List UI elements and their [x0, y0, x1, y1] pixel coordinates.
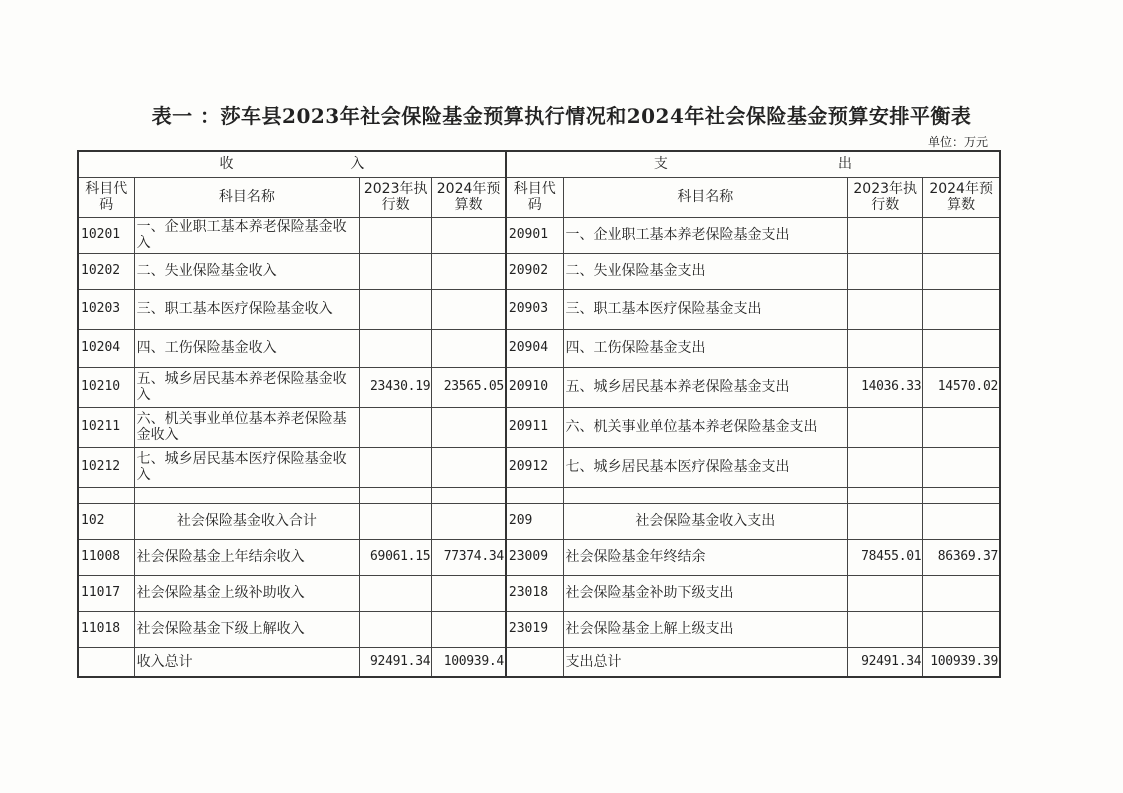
expense-subtotal-name: 社会保险基金收入支出	[563, 503, 848, 539]
col-header-2023: 2023年执行数	[360, 177, 432, 217]
income-subtotal-2024	[432, 503, 506, 539]
income-code-cell: 11008	[78, 539, 134, 575]
income-2024-cell	[432, 329, 506, 367]
expense-code-cell: 20902	[506, 253, 563, 289]
col-header-2024: 2024年预算数	[923, 177, 1000, 217]
table-row	[78, 289, 1000, 329]
expense-2023-cell: 14036.33	[848, 367, 923, 407]
expense-code-cell: 23009	[506, 539, 563, 575]
income-name-cell: 社会保险基金下级上解收入	[134, 611, 359, 647]
expense-name-cell: 社会保险基金上解上级支出	[563, 611, 848, 647]
income-2024-cell: 23565.05	[432, 367, 506, 407]
income-header	[78, 151, 506, 177]
expense-2024-cell: 86369.37	[923, 539, 1000, 575]
expense-2023-cell	[848, 217, 923, 253]
expense-2024-cell	[923, 611, 1000, 647]
income-2023-cell: 69061.15	[360, 539, 432, 575]
expense-2023-cell	[848, 575, 923, 611]
blank-cell	[432, 487, 506, 503]
expense-total-name: 支出总计	[563, 647, 848, 677]
col-header-name: 科目名称	[563, 177, 848, 217]
income-name-cell: 三、职工基本医疗保险基金收入	[134, 289, 359, 329]
col-header-code: 科目代码	[506, 177, 563, 217]
expense-name-cell: 四、工伤保险基金支出	[563, 329, 848, 367]
blank-cell	[360, 487, 432, 503]
unit-label: 单位：万元	[928, 135, 989, 149]
income-header-char-1: 收	[219, 156, 234, 173]
expense-name-cell: 二、失业保险基金支出	[563, 253, 848, 289]
expense-header-char-1: 支	[653, 156, 668, 173]
income-subtotal-2023	[360, 503, 432, 539]
expense-name-cell: 七、城乡居民基本医疗保险基金支出	[563, 447, 848, 487]
income-total-name: 收入总计	[134, 647, 359, 677]
table-row	[78, 539, 1000, 575]
table-row	[78, 611, 1000, 647]
expense-2023-cell	[848, 253, 923, 289]
income-code-cell: 10210	[78, 367, 134, 407]
income-code-cell: 10202	[78, 253, 134, 289]
expense-name-cell: 三、职工基本医疗保险基金支出	[563, 289, 848, 329]
income-name-cell: 六、机关事业单位基本养老保险基金收入	[134, 407, 359, 447]
income-name-cell: 一、企业职工基本养老保险基金收入	[134, 217, 359, 253]
expense-header-char-2: 出	[837, 156, 852, 173]
column-header-row	[78, 177, 1000, 217]
page-title: 表一 ：莎车县2023年社会保险基金预算执行情况和2024年社会保险基金预算安排平衡表	[151, 104, 972, 128]
income-2023-cell	[360, 447, 432, 487]
income-total-code	[78, 647, 134, 677]
total-row	[78, 647, 1000, 677]
expense-header	[506, 151, 1000, 177]
expense-subtotal-code: 209	[506, 503, 563, 539]
income-2023-cell	[360, 407, 432, 447]
table-row	[78, 329, 1000, 367]
expense-2023-cell	[848, 329, 923, 367]
blank-cell	[506, 487, 563, 503]
income-2024-cell: 77374.34	[432, 539, 506, 575]
expense-name-cell: 一、企业职工基本养老保险基金支出	[563, 217, 848, 253]
expense-2023-cell	[848, 407, 923, 447]
col-header-code: 科目代码	[78, 177, 134, 217]
income-total-2024: 100939.4	[432, 647, 506, 677]
expense-2024-cell	[923, 289, 1000, 329]
expense-2023-cell	[848, 611, 923, 647]
expense-name-cell: 社会保险基金补助下级支出	[563, 575, 848, 611]
income-2023-cell	[360, 253, 432, 289]
income-code-cell: 11017	[78, 575, 134, 611]
expense-code-cell: 23018	[506, 575, 563, 611]
income-2024-cell	[432, 289, 506, 329]
income-2024-cell	[432, 253, 506, 289]
income-2024-cell	[432, 217, 506, 253]
income-2023-cell	[360, 289, 432, 329]
expense-2024-cell: 14570.02	[923, 367, 1000, 407]
blank-cell	[134, 487, 359, 503]
section-header-row	[78, 151, 1000, 177]
table-row	[78, 575, 1000, 611]
expense-2023-cell: 78455.01	[848, 539, 923, 575]
expense-code-cell: 20904	[506, 329, 563, 367]
blank-cell	[563, 487, 848, 503]
income-2023-cell	[360, 611, 432, 647]
expense-code-cell: 20911	[506, 407, 563, 447]
expense-code-cell: 23019	[506, 611, 563, 647]
income-name-cell: 五、城乡居民基本养老保险基金收入	[134, 367, 359, 407]
blank-cell	[78, 487, 134, 503]
table-row	[78, 217, 1000, 253]
table-row	[78, 253, 1000, 289]
expense-total-2023: 92491.34	[848, 647, 923, 677]
income-header-char-2: 入	[350, 156, 365, 173]
table-row	[78, 447, 1000, 487]
table-row	[78, 407, 1000, 447]
expense-2023-cell	[848, 447, 923, 487]
expense-code-cell: 20901	[506, 217, 563, 253]
expense-total-2024: 100939.39	[923, 647, 1000, 677]
income-name-cell: 社会保险基金上级补助收入	[134, 575, 359, 611]
expense-2024-cell	[923, 447, 1000, 487]
income-2023-cell: 23430.19	[360, 367, 432, 407]
income-2024-cell	[432, 611, 506, 647]
income-code-cell: 11018	[78, 611, 134, 647]
expense-name-cell: 五、城乡居民基本养老保险基金支出	[563, 367, 848, 407]
expense-name-cell: 社会保险基金年终结余	[563, 539, 848, 575]
income-code-cell: 10204	[78, 329, 134, 367]
income-code-cell: 10201	[78, 217, 134, 253]
income-code-cell: 10211	[78, 407, 134, 447]
expense-code-cell: 20910	[506, 367, 563, 407]
expense-2024-cell	[923, 329, 1000, 367]
expense-subtotal-2024	[923, 503, 1000, 539]
income-code-cell: 10203	[78, 289, 134, 329]
income-2023-cell	[360, 329, 432, 367]
col-header-2023: 2023年执行数	[848, 177, 923, 217]
expense-2023-cell	[848, 289, 923, 329]
table-row	[78, 367, 1000, 407]
expense-subtotal-2023	[848, 503, 923, 539]
income-subtotal-code: 102	[78, 503, 134, 539]
expense-code-cell: 20912	[506, 447, 563, 487]
income-subtotal-name: 社会保险基金收入合计	[134, 503, 359, 539]
expense-code-cell: 20903	[506, 289, 563, 329]
income-2024-cell	[432, 575, 506, 611]
expense-name-cell: 六、机关事业单位基本养老保险基金支出	[563, 407, 848, 447]
expense-2024-cell	[923, 407, 1000, 447]
income-name-cell: 四、工伤保险基金收入	[134, 329, 359, 367]
col-header-name: 科目名称	[134, 177, 359, 217]
income-name-cell: 社会保险基金上年结余收入	[134, 539, 359, 575]
income-2023-cell	[360, 575, 432, 611]
col-header-2024: 2024年预算数	[432, 177, 506, 217]
expense-2024-cell	[923, 575, 1000, 611]
income-name-cell: 二、失业保险基金收入	[134, 253, 359, 289]
income-total-2023: 92491.34	[360, 647, 432, 677]
blank-row	[78, 487, 1000, 503]
expense-total-code	[506, 647, 563, 677]
blank-cell	[923, 487, 1000, 503]
expense-2024-cell	[923, 217, 1000, 253]
income-2024-cell	[432, 447, 506, 487]
expense-2024-cell	[923, 253, 1000, 289]
income-2024-cell	[432, 407, 506, 447]
balance-table	[77, 150, 1001, 678]
blank-cell	[848, 487, 923, 503]
income-name-cell: 七、城乡居民基本医疗保险基金收入	[134, 447, 359, 487]
subtotal-row	[78, 503, 1000, 539]
income-2023-cell	[360, 217, 432, 253]
income-code-cell: 10212	[78, 447, 134, 487]
